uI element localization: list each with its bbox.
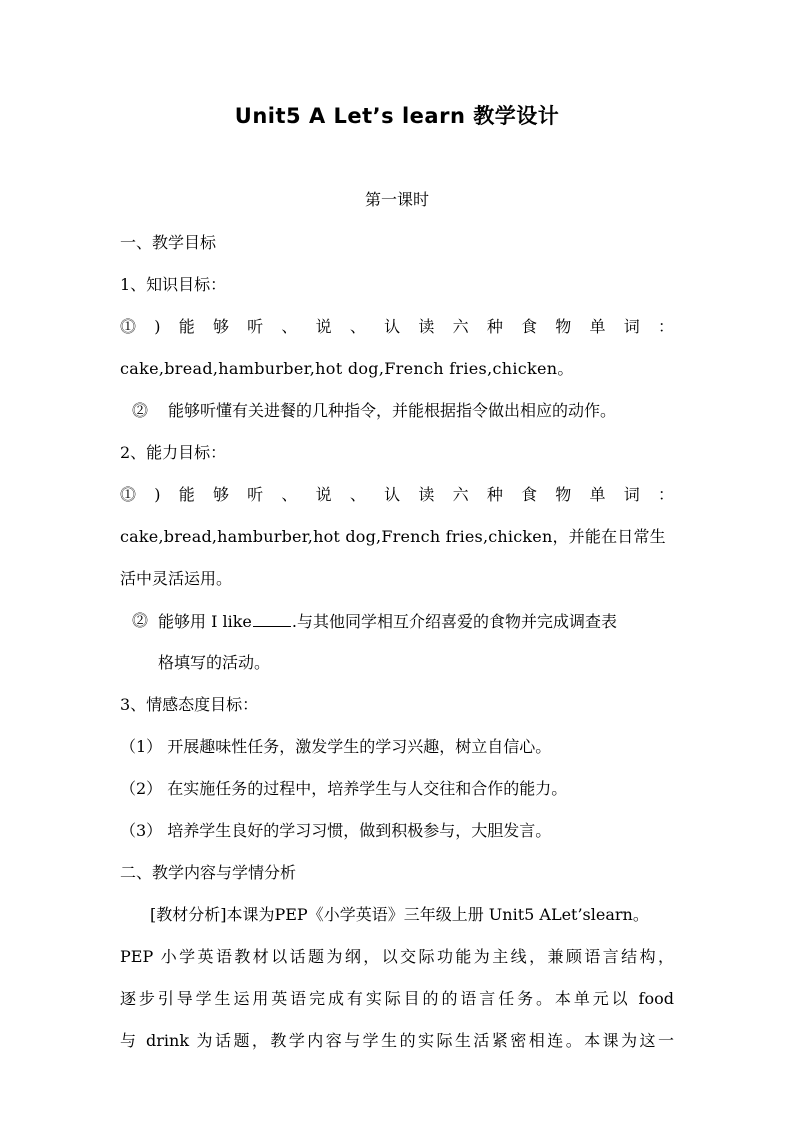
list-marker: ⓶ <box>132 611 149 630</box>
ability-item-2: 能够用 I like .与其他同学相互介绍喜爱的食物并完成调查表 <box>158 612 617 631</box>
analysis-paragraph-line-1: [教材分析]本课为PEP《小学英语》三年级上册 Unit5 ALet’slearn。 <box>150 905 649 924</box>
emotion-item-1: （1） 开展趣味性任务，激发学生的学习兴趣，树立自信心。 <box>120 737 552 756</box>
list-marker: ⓶ <box>132 401 149 420</box>
analysis-paragraph-line-4: 与 drink 为话题，教学内容与学生的实际生活紧密相连。本课为这一 <box>120 1031 674 1050</box>
emotion-item-3: （3） 培养学生良好的学习习惯，做到积极参与，大胆发言。 <box>120 821 552 840</box>
ability-heading: 2、能力目标： <box>120 443 227 462</box>
list-marker: ⓵ <box>120 485 137 504</box>
emotion-item-2: （2） 在实施任务的过程中，培养学生与人交往和合作的能力。 <box>120 779 568 798</box>
emotion-heading: 3、情感态度目标： <box>120 695 259 714</box>
list-marker: ⓵ <box>120 317 137 336</box>
ability-item-1-words: cake,bread,hamburber,hot dog,French fries,chicken，并能在日常生 <box>120 527 666 546</box>
ability-item-2-continued: 格填写的活动。 <box>158 653 271 672</box>
analysis-paragraph-line-2: PEP 小学英语教材以话题为纲，以交际功能为主线，兼顾语言结构， <box>120 947 674 966</box>
ability-item-1: ⓵ ) 能 够 听 、 说 、 认 读 六 种 食 物 单 词 ： <box>120 485 674 504</box>
knowledge-heading: 1、知识目标： <box>120 275 227 294</box>
knowledge-item-1: ⓵ ) 能 够 听 、 说 、 认 读 六 种 食 物 单 词 ： <box>120 317 674 336</box>
document-title: Unit5 A Let’s learn 教学设计 <box>234 104 560 128</box>
section-heading-objectives: 一、教学目标 <box>120 233 217 252</box>
analysis-paragraph-line-3: 逐步引导学生运用英语完成有实际目的的语言任务。本单元以 food <box>120 989 674 1008</box>
knowledge-item-2: 能够听懂有关进餐的几种指令，并能根据指令做出相应的动作。 <box>168 401 617 420</box>
lesson-label: 第一课时 <box>364 190 429 209</box>
ability-item-1-continued: 活中灵活运用。 <box>120 569 233 588</box>
knowledge-item-1-words: cake,bread,hamburber,hot dog,French fries,chicken。 <box>120 359 574 378</box>
fill-in-blank <box>253 610 291 627</box>
section-heading-content-analysis: 二、教学内容与学情分析 <box>120 863 297 882</box>
